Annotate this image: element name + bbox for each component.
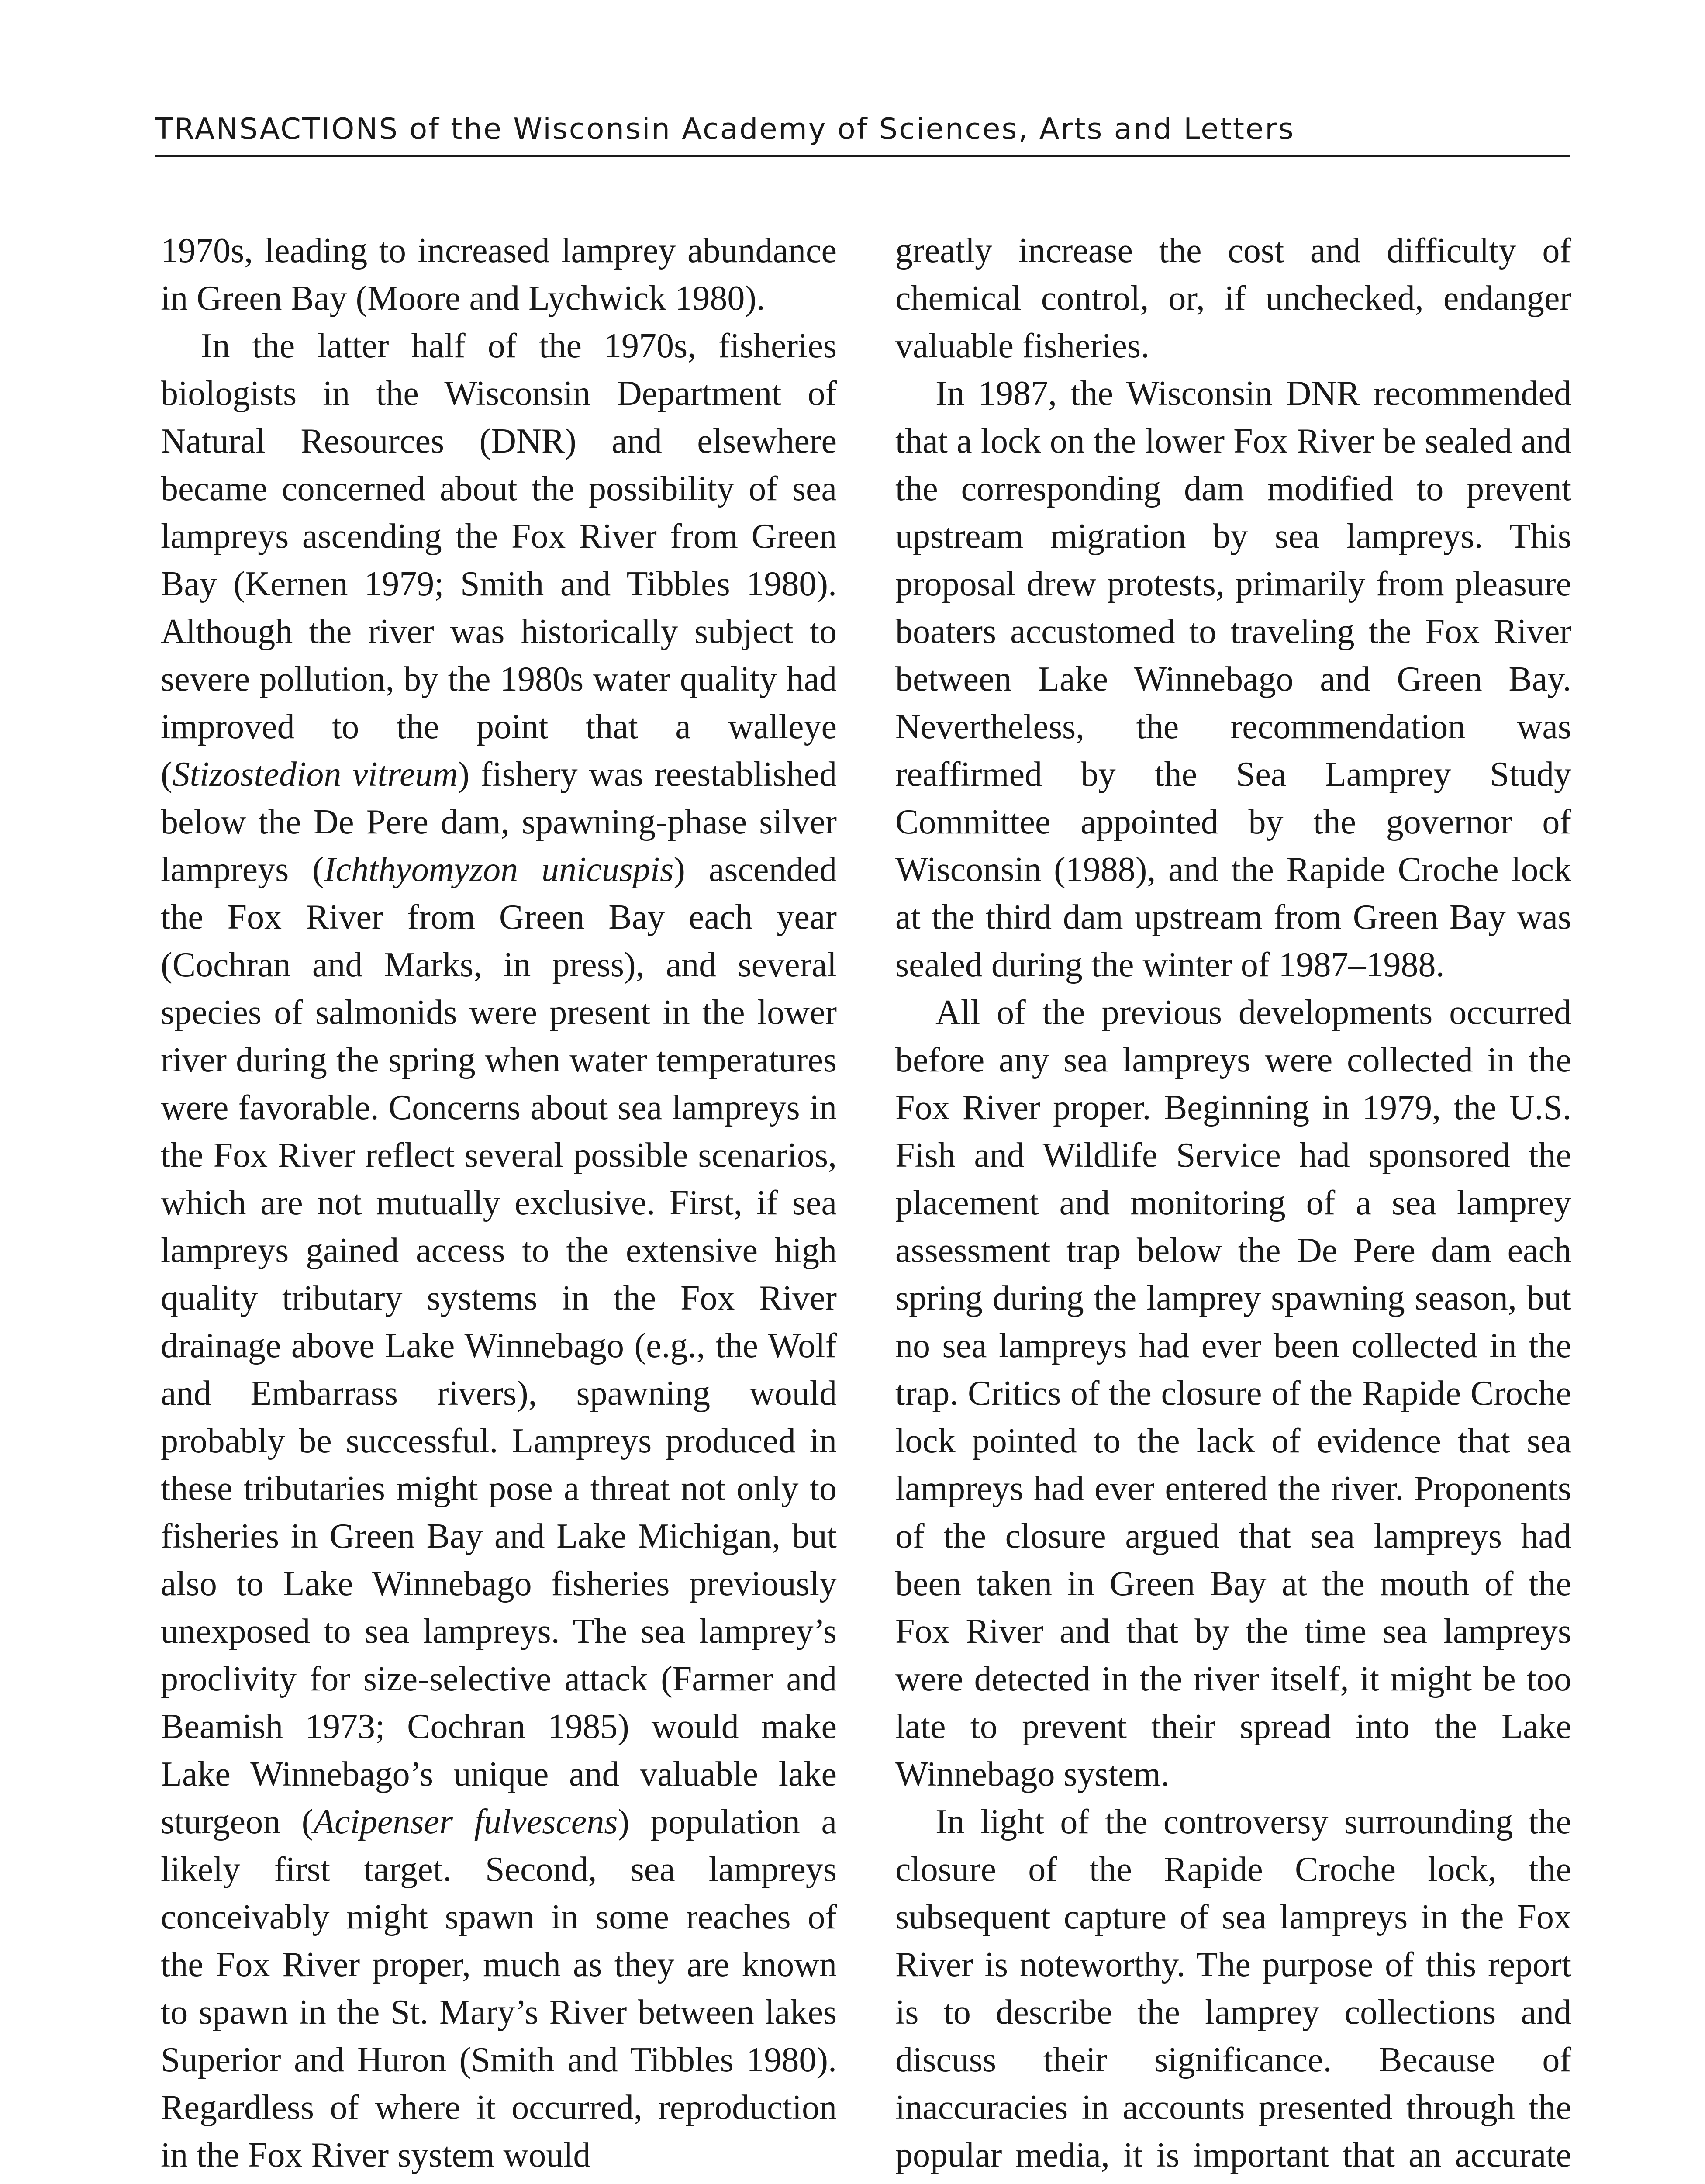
species-name: Ichthyomyzon unicuspis: [324, 850, 674, 889]
paragraph: greatly increase the cost and difficulty of chemical control, or, if unchecked, endanger valuable fisheries.: [895, 232, 1571, 365]
paragraph: In 1987, the Wisconsin DNR recommended that a lock on the lower Fox River be sealed and the corresponding dam modified to prevent upstream migration by sea lampreys. This proposal drew protests, primarily from pleasure boaters accustomed to traveling the Fox River between Lake Winnebago and Green Bay. Nevertheless, the recommendation was reaffirmed by the Sea Lamprey Study Committee appointed by the governor of Wisconsin (1988), and the Rapide Croche lock at the third dam upstream from Green Bay was sealed during the winter of 1987–1988.: [895, 374, 1571, 984]
text-run: In the latter half of the 1970s, fisheries biologists in the Wisconsin Department of Natural Resources (DNR) and elsewhere became concerned about the possibility of sea lampreys ascending the Fox River from Green Bay (Kernen 1979; Smith and Tibbles 1980). Although the river was historically subject to severe pollution, by the 1980s water quality had improved to the point that a walleye (: [161, 327, 837, 794]
paragraph: In light of the controversy surrounding the closure of the Rapide Croche lock, the subsequent capture of sea lampreys in the Fox River is noteworthy. The purpose of this report is to describe the lamprey collections and discuss their significance. Because of inaccuracies in accounts presented through the popular media, it is important that an accurate: [895, 1803, 1571, 2174]
right-column: [895, 227, 1571, 2184]
running-head: TRANSACTIONS of the Wisconsin Academy of Sciences, Arts and Letters: [155, 107, 1570, 157]
left-column: [161, 227, 837, 2179]
species-name: Acipenser fulvescens: [313, 1803, 618, 1841]
text-run: ) population a likely first target. Second, sea lampreys conceivably might spawn in some reaches of the Fox River proper, much as they are known to spawn in the St. Mary’s River between lakes Superior and Huron (Smith and Tibbles 1980). Regardless of where it occurred, reproduction in the Fox River system would: [161, 1803, 837, 2174]
text-run: ) fishery was reestablished below the De Pere dam, spawning-phase silver lampreys (: [161, 755, 837, 889]
species-name: Stizostedion vitreum: [172, 755, 458, 794]
paragraph: All of the previous developments occurred before any sea lampreys were collected in the Fox River proper. Beginning in 1979, the U.S. Fish and Wildlife Service had sponsored the placement and monitoring of a sea lamprey assessment trap below the De Pere dam each spring during the lamprey spawning season, but no sea lampreys had ever been collected in the trap. Critics of the closure of the Rapide Croche lock pointed to the lack of evidence that sea lampreys had ever entered the river. Proponents of the closure argued that sea lampreys had been taken in Green Bay at the mouth of the Fox River and that by the time sea lampreys were detected in the river itself, it might be too late to prevent their spread into the Lake Winnebago system.: [895, 993, 1571, 1794]
paragraph: [161, 322, 837, 2179]
paragraph: 1970s, leading to increased lamprey abundance in Green Bay (Moore and Lychwick 1980).: [161, 232, 837, 318]
text-run: ) ascended the Fox River from Green Bay each year (Cochran and Marks, in press), and several species of salmonids were present in the lower river during the spring when water temperatures were favorable. Concerns about sea lampreys in the Fox River reflect several possible scenarios, which are not mutually exclusive. First, if sea lampreys gained access to the extensive high quality tributary systems in the Fox River drainage above Lake Winnebago (e.g., the Wolf and Embarrass rivers), spawning would probably be successful. Lampreys produced in these tributaries might pose a threat not only to fisheries in Green Bay and Lake Michigan, but also to Lake Winnebago fisheries previously unexposed to sea lampreys. The sea lamprey’s proclivity for size-selective attack (Farmer and Beamish 1973; Cochran 1985) would make Lake Winnebago’s unique and valuable lake sturgeon (: [161, 850, 837, 1841]
